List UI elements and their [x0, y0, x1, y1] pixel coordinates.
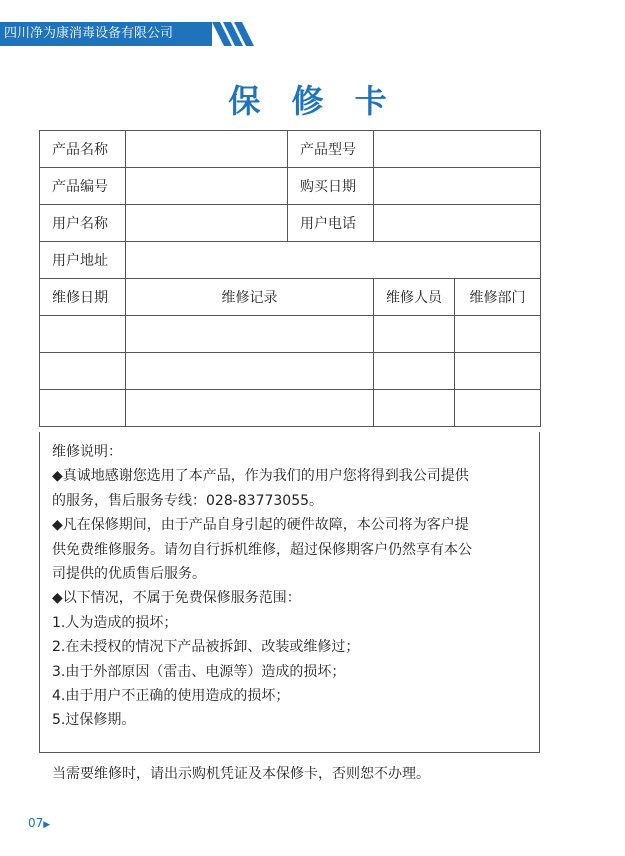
- warranty-table: [39, 130, 541, 427]
- user-name-field[interactable]: [126, 205, 288, 242]
- user-phone-field[interactable]: [374, 205, 541, 242]
- notes-item: 2.在未授权的情况下产品被拆卸、改装或维修过；: [52, 639, 360, 656]
- table-row: [40, 131, 541, 168]
- product-name-field[interactable]: [126, 131, 288, 168]
- repair-date-header: 维修日期: [40, 279, 126, 316]
- footer-note: 当需要维修时，请出示购机凭证及本保修卡，否则恕不办理。: [52, 766, 430, 782]
- repair-row: [40, 390, 541, 427]
- page-number-value: 07: [28, 816, 44, 830]
- company-name: 四川净为康消毒设备有限公司: [4, 26, 174, 41]
- repair-department-header: 维修部门: [455, 279, 541, 316]
- user-phone-label: 用户电话: [288, 205, 374, 242]
- product-number-field[interactable]: [126, 168, 288, 205]
- user-address-field[interactable]: [126, 242, 541, 279]
- repair-department-cell[interactable]: [455, 316, 541, 353]
- repair-date-cell[interactable]: [40, 390, 126, 427]
- table-row: [40, 242, 541, 279]
- repair-record-cell[interactable]: [126, 390, 374, 427]
- page-number: [28, 816, 50, 830]
- notes-item: 1.人为造成的损坏；: [52, 614, 178, 631]
- table-row: [40, 205, 541, 242]
- user-name-label: 用户名称: [40, 205, 126, 242]
- product-name-label: 产品名称: [40, 131, 126, 168]
- notes-line: ◆真诚地感谢您选用了本产品，作为我们的用户您将得到我公司提供: [52, 468, 469, 485]
- repair-row: [40, 353, 541, 390]
- repair-person-cell[interactable]: [374, 353, 455, 390]
- company-header-band: [0, 22, 212, 46]
- repair-date-cell[interactable]: [40, 353, 126, 390]
- notes-line: 供免费维修服务。请勿自行拆机维修，超过保修期客户仍然享有本公: [52, 541, 472, 558]
- repair-person-cell[interactable]: [374, 316, 455, 353]
- user-address-label: 用户地址: [40, 242, 126, 279]
- header-stripes-decoration: [212, 22, 256, 46]
- notes-line: ◆以下情况，不属于免费保修服务范围：: [52, 590, 301, 607]
- repair-person-header: 维修人员: [374, 279, 455, 316]
- repair-header-row: [40, 279, 541, 316]
- page-title: 保 修 卡: [228, 82, 397, 120]
- notes-line: 司提供的优质售后服务。: [52, 566, 206, 583]
- table-row: [40, 168, 541, 205]
- purchase-date-field[interactable]: [374, 168, 541, 205]
- notes-item: 3.由于外部原因（雷击、电源等）造成的损坏；: [52, 663, 346, 680]
- product-model-label: 产品型号: [288, 131, 374, 168]
- notes-item: 4.由于用户不正确的使用造成的损坏；: [52, 688, 290, 705]
- notes-item: 5.过保修期。: [52, 712, 136, 729]
- repair-date-cell[interactable]: [40, 316, 126, 353]
- notes-line: ◆凡在保修期间，由于产品自身引起的硬件故障，本公司将为客户提: [52, 517, 469, 534]
- repair-record-header: 维修记录: [126, 279, 374, 316]
- product-number-label: 产品编号: [40, 168, 126, 205]
- repair-department-cell[interactable]: [455, 353, 541, 390]
- notes-line: 的服务，售后服务专线：028-83773055。: [52, 492, 324, 509]
- repair-record-cell[interactable]: [126, 316, 374, 353]
- notes-heading: 维修说明：: [52, 444, 122, 460]
- purchase-date-label: 购买日期: [288, 168, 374, 205]
- page-arrow-icon: ▶: [43, 820, 51, 830]
- repair-record-cell[interactable]: [126, 353, 374, 390]
- product-model-field[interactable]: [374, 131, 541, 168]
- repair-notes-box: [39, 432, 540, 753]
- repair-person-cell[interactable]: [374, 390, 455, 427]
- repair-department-cell[interactable]: [455, 390, 541, 427]
- repair-row: [40, 316, 541, 353]
